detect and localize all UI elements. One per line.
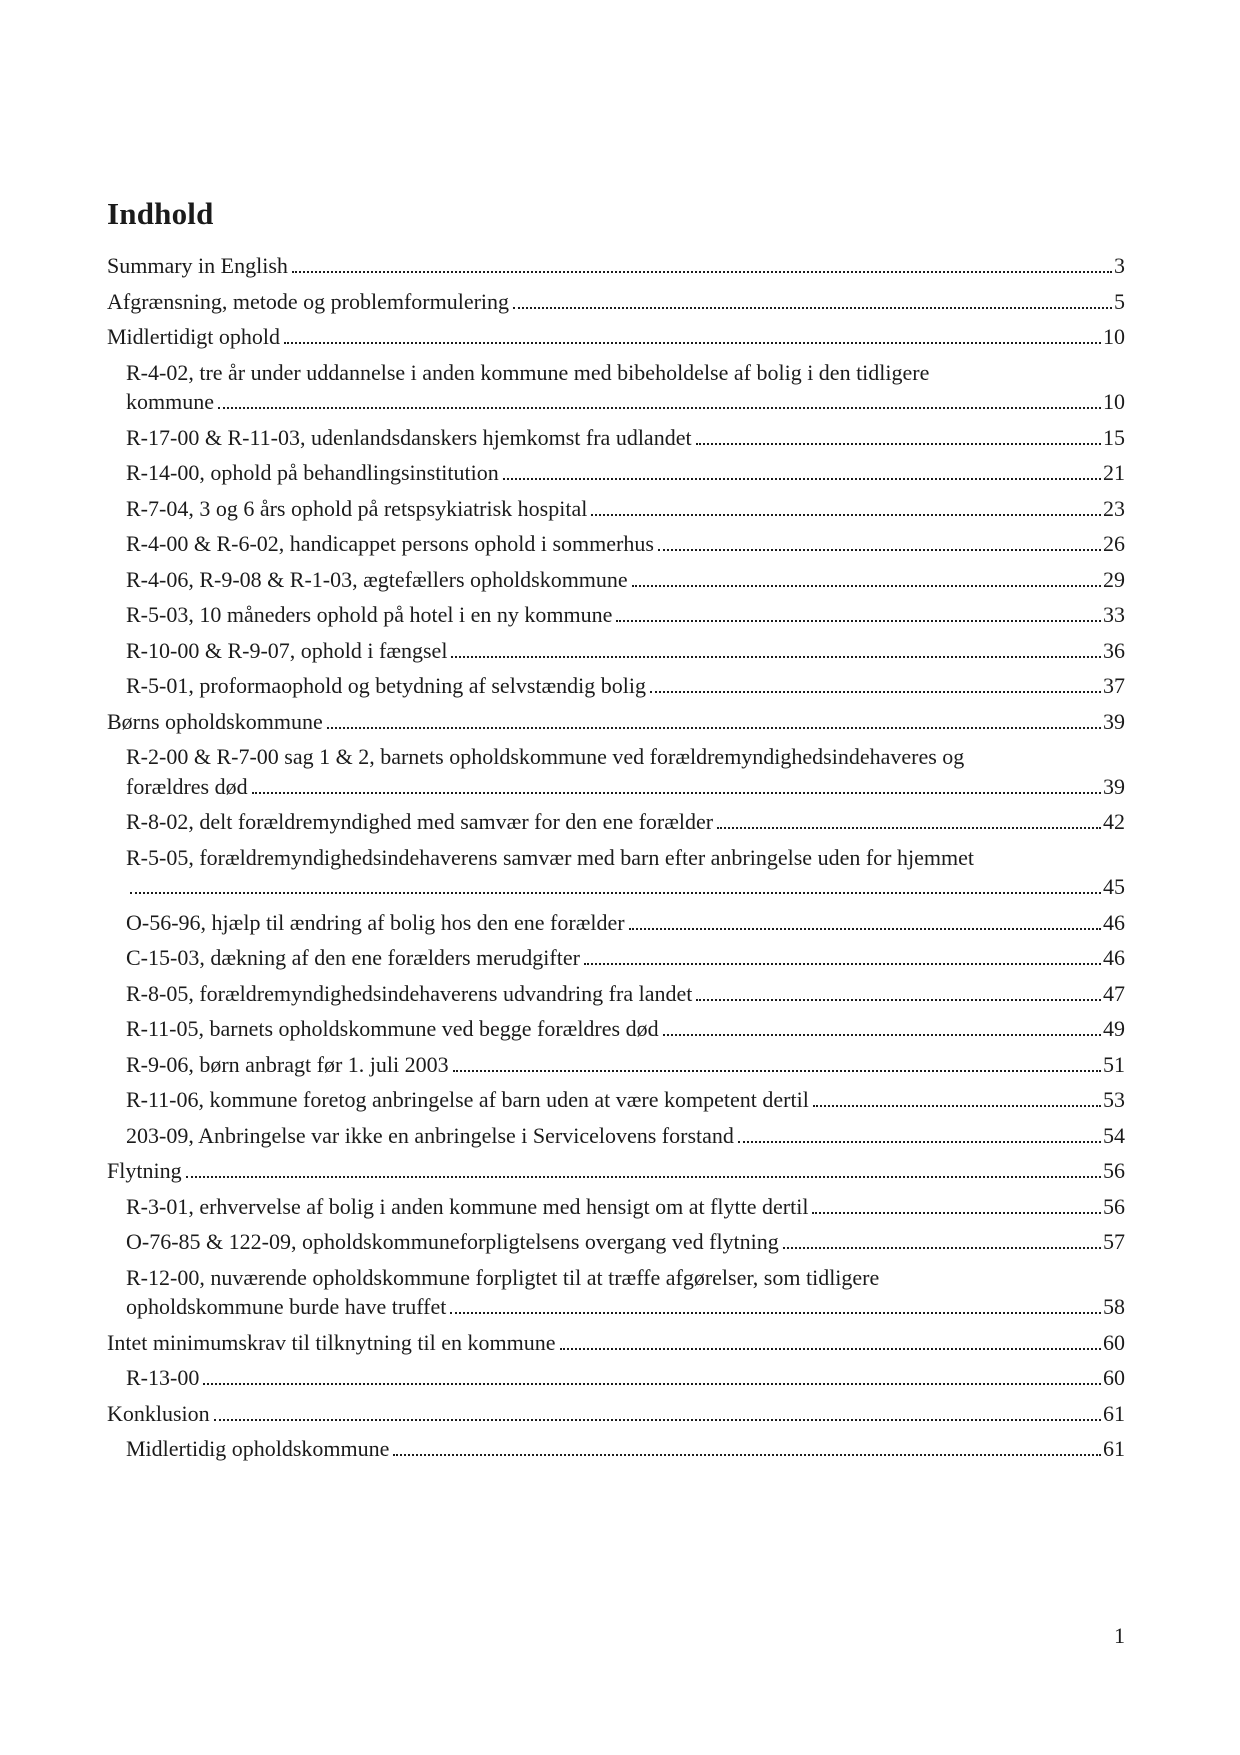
toc-entry: [107, 1153, 1125, 1189]
toc-entry: [107, 1189, 1125, 1225]
toc-entry: [107, 704, 1125, 740]
dotted-leader: [616, 620, 1101, 622]
toc-entry: [107, 1431, 1125, 1467]
toc-page-number: 45: [1103, 874, 1125, 899]
toc-entry-text: Midlertidigt ophold: [107, 324, 280, 349]
toc-entry-text: R-5-05, forældremyndighedsindehaverens samvær med barn efter anbringelse uden for hjemmet: [126, 844, 974, 870]
toc-page-number: 46: [1103, 909, 1125, 935]
toc-entry: [107, 1224, 1125, 1260]
toc-entry-text: R-12-00, nuværende opholdskommune forpligtet til at træffe afgørelser, som tidligere: [126, 1264, 880, 1290]
toc-page-number: 56: [1103, 1193, 1125, 1219]
toc-title: Indhold: [107, 196, 214, 231]
toc-entry-text: R-3-01, erhvervelse af bolig i anden kommune med hensigt om at flytte dertil: [126, 1193, 809, 1219]
toc-entry-text: R-11-06, kommune foretog anbringelse af barn uden at være kompetent dertil: [126, 1087, 809, 1112]
dotted-leader: [629, 928, 1101, 930]
dotted-leader: [214, 1419, 1101, 1421]
toc-entry-text: Midlertidig opholdskommune: [126, 1436, 390, 1461]
toc-entry-text: R-11-05, barnets opholdskommune ved begge forældres død: [126, 1016, 659, 1041]
dotted-leader: [203, 1383, 1101, 1385]
dotted-leader: [696, 999, 1101, 1001]
dotted-leader: [650, 691, 1101, 693]
toc-entry-text: R-4-00 & R-6-02, handicappet persons ophold i sommerhus: [126, 531, 654, 556]
toc-entry: [107, 1360, 1125, 1396]
toc-page-number: 39: [1103, 773, 1125, 799]
dotted-leader: [658, 549, 1101, 551]
toc-entry-text: 203-09, Anbringelse var ikke en anbringelse i Servicelovens forstand: [126, 1122, 734, 1148]
toc-entry: [107, 1011, 1125, 1047]
toc-entry: [107, 597, 1125, 633]
toc-page-number: 47: [1103, 980, 1125, 1006]
toc-entry: [107, 455, 1125, 491]
toc-page-number: 29: [1103, 566, 1125, 592]
toc-page-number: 10: [1103, 324, 1125, 349]
toc-page-number: 5: [1114, 288, 1125, 314]
toc-entry-text: kommune: [126, 389, 214, 414]
toc-entry: [107, 840, 1125, 876]
toc-entry-text: R-4-06, R-9-08 & R-1-03, ægtefællers opholdskommune: [126, 566, 628, 592]
toc-entry: [107, 1118, 1125, 1154]
dotted-leader: [393, 1454, 1101, 1456]
toc-page-number: 46: [1103, 945, 1125, 970]
toc-entry: [107, 905, 1125, 941]
toc-entry-text: Intet minimumskrav til tilknytning til en kommune: [107, 1329, 556, 1355]
dotted-leader: [450, 1312, 1101, 1314]
dotted-leader: [632, 585, 1101, 587]
toc-page-number: 33: [1103, 602, 1125, 627]
dotted-leader: [451, 656, 1101, 658]
toc-entry: [107, 976, 1125, 1012]
page-number-footer: 1: [1114, 1623, 1125, 1648]
toc-page-number: 15: [1103, 424, 1125, 450]
dotted-leader: [717, 827, 1101, 829]
toc-page-number: 21: [1103, 460, 1125, 485]
dotted-leader: [812, 1212, 1101, 1214]
dotted-leader: [453, 1070, 1101, 1072]
toc-page-number: 54: [1103, 1122, 1125, 1148]
toc-entry: [107, 804, 1125, 840]
toc-page-number: 37: [1103, 673, 1125, 698]
dotted-leader: [503, 478, 1101, 480]
toc-entry-text: R-4-02, tre år under uddannelse i anden kommune med bibeholdelse af bolig i den tidligere: [126, 359, 930, 385]
toc-entry-text: R-9-06, børn anbragt før 1. juli 2003: [126, 1051, 449, 1077]
toc-entry-text: C-15-03, dækning af den ene forælders merudgifter: [126, 945, 580, 970]
toc-entry: [107, 668, 1125, 704]
toc-entry: [107, 491, 1125, 527]
toc-page-number: 53: [1103, 1087, 1125, 1112]
toc-page-number: 49: [1103, 1016, 1125, 1041]
toc-entry-text: R-10-00 & R-9-07, ophold i fængsel: [126, 637, 448, 663]
toc-page-number: 3: [1114, 253, 1125, 278]
toc-page-number: 42: [1103, 809, 1125, 834]
toc-entry: [107, 1082, 1125, 1118]
dotted-leader: [738, 1141, 1101, 1143]
dotted-leader: [591, 514, 1101, 516]
toc-entry: [107, 526, 1125, 562]
toc-page-number: 51: [1103, 1051, 1125, 1077]
toc-entry-text: R-5-01, proformaophold og betydning af selvstændig bolig: [126, 673, 646, 698]
dotted-leader: [813, 1105, 1101, 1107]
toc-page-number: 23: [1103, 495, 1125, 521]
toc-entry-text: O-56-96, hjælp til ændring af bolig hos den ene forælder: [126, 909, 625, 935]
toc-entry-text: O-76-85 & 122-09, opholdskommuneforpligtelsens overgang ved flytning: [126, 1229, 779, 1254]
toc-entry: [107, 1325, 1125, 1361]
dotted-leader: [584, 963, 1101, 965]
toc-entry: [107, 1396, 1125, 1432]
toc-page-number: 60: [1103, 1329, 1125, 1355]
dotted-leader: [186, 1176, 1101, 1178]
toc-entry: [107, 248, 1125, 284]
toc-page-number: 61: [1103, 1436, 1125, 1461]
toc-entry-text: R-8-02, delt forældremyndighed med samvær for den ene forælder: [126, 809, 714, 834]
toc-entry-text: R-8-05, forældremyndighedsindehaverens udvandring fra landet: [126, 980, 693, 1006]
toc-page-number: 58: [1103, 1294, 1125, 1319]
dotted-leader: [292, 271, 1112, 273]
toc-entry-text: Afgrænsning, metode og problemformulering: [107, 288, 510, 314]
dotted-leader: [560, 1348, 1101, 1350]
toc-page-number: 61: [1103, 1400, 1125, 1426]
dotted-leader: [218, 407, 1101, 409]
dotted-leader: [130, 892, 1101, 894]
toc-entry-text: R-17-00 & R-11-03, udenlandsdanskers hjemkomst fra udlandet: [126, 424, 692, 450]
toc-list: [107, 248, 1125, 1467]
toc-page-number: 57: [1103, 1229, 1125, 1254]
toc-entry-text: Børns opholdskommune: [107, 708, 323, 734]
dotted-leader: [696, 443, 1101, 445]
toc-entry: [107, 633, 1125, 669]
toc-entry-text: R-7-04, 3 og 6 års ophold på retspsykiatrisk hospital: [126, 495, 588, 521]
toc-page-number: 56: [1103, 1158, 1125, 1183]
dotted-leader: [284, 342, 1101, 344]
toc-entry-text: Summary in English: [107, 253, 288, 278]
toc-entry: [107, 420, 1125, 456]
toc-entry: [107, 562, 1125, 598]
toc-page-number: 26: [1103, 531, 1125, 556]
toc-entry-text: forældres død: [126, 773, 248, 799]
toc-entry-text: opholdskommune burde have truffet: [126, 1294, 447, 1319]
toc-entry-text: Konklusion: [107, 1400, 210, 1426]
toc-entry-text: R-5-03, 10 måneders ophold på hotel i en ny kommune: [126, 602, 613, 627]
dotted-leader: [252, 792, 1101, 794]
toc-entry-text: Flytning: [107, 1158, 182, 1183]
toc-page-number: 60: [1103, 1365, 1125, 1390]
toc-page-number: 10: [1103, 389, 1125, 414]
toc-entry: [107, 284, 1125, 320]
toc-entry: [107, 319, 1125, 355]
toc-entry-text: R-13-00: [126, 1365, 200, 1390]
toc-entry: [107, 940, 1125, 976]
dotted-leader: [663, 1034, 1101, 1036]
dotted-leader: [327, 727, 1101, 729]
toc-page-number: 39: [1103, 708, 1125, 734]
toc-entry-text: R-14-00, ophold på behandlingsinstitution: [126, 460, 499, 485]
toc-entry: [107, 1047, 1125, 1083]
toc-page-number: 36: [1103, 637, 1125, 663]
dotted-leader: [513, 307, 1112, 309]
dotted-leader: [783, 1247, 1101, 1249]
toc-entry-text: R-2-00 & R-7-00 sag 1 & 2, barnets opholdskommune ved forældremyndighedsindehaveres og: [126, 744, 965, 769]
